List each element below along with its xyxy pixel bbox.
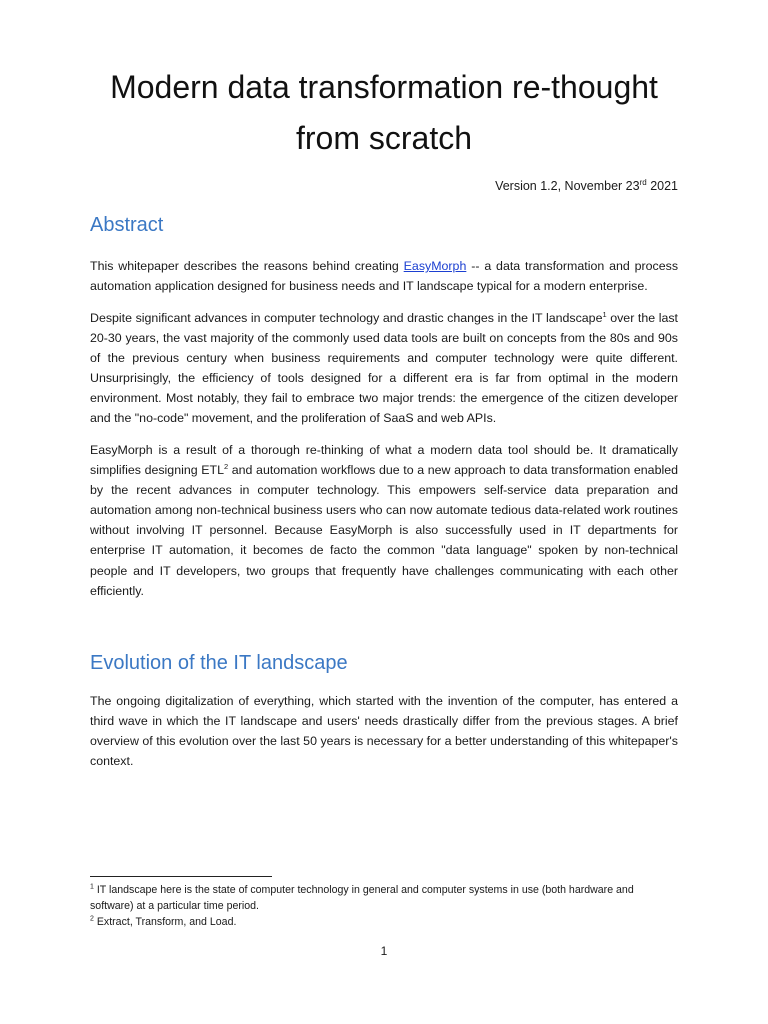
- version-prefix: Version 1.2, November 23: [495, 179, 640, 193]
- abstract-p2-text-after: over the last 20-30 years, the vast majority of the commonly used data tools are built on concepts from the 80s and 90s of the previous century when business requirements and computer technology were quite different. Unsurprisingly, the efficiency of tools designed for a different era is far from optimal in the modern environment. Most notably, they fail to embrace two major trends: the emergence of the citizen developer and the "no-code" movement, and the proliferation of SaaS and web APIs.: [90, 311, 678, 426]
- abstract-p3-text-after: and automation workflows due to a new approach to data transformation enabled by the recent advances in computer technology. This empowers self-service data preparation and automation among non-technical business users who can now automate tedious data-related work routines without involving IT personnel. Because EasyMorph is also successfully used in IT departments for enterprise IT automation, it becomes de facto the common "data language" spoken by non-technical people and IT developers, two groups that frequently have challenges communicating with each other efficiently.: [90, 463, 678, 598]
- footnote-separator: [90, 876, 272, 877]
- evolution-paragraph-1: The ongoing digitalization of everything, which started with the invention of the computer, has entered a third wave in which the IT landscape and users' needs drastically differ from the previous stages. A brief overview of this evolution over the last 50 years is necessary for a better understanding of this whitepaper's context.: [90, 694, 678, 769]
- title-line-1: Modern data transformation re-thought: [110, 69, 658, 105]
- abstract-heading: Abstract: [90, 214, 164, 236]
- page-title: [60, 62, 708, 164]
- footnote-ref-2[interactable]: 2: [223, 461, 229, 471]
- footnote-2-mark: 2: [90, 915, 94, 923]
- footnote-2: [90, 914, 678, 930]
- page-number: 1: [380, 944, 388, 958]
- footnote-ref-1[interactable]: 1: [602, 309, 607, 319]
- version-line: [495, 178, 678, 194]
- easymorph-link[interactable]: EasyMorph: [403, 259, 467, 273]
- version-date-suffix: rd: [639, 177, 647, 187]
- version-year: 2021: [646, 179, 678, 193]
- footnote-1-text: IT landscape here is the state of computer technology in general and computer systems in use (both hardware and software) at a particular time period.: [90, 884, 634, 912]
- abstract-paragraph-3: [90, 440, 678, 601]
- abstract-paragraph-1: [90, 256, 678, 296]
- abstract-p2-text-before: Despite significant advances in computer technology and drastic changes in the IT landscape: [90, 311, 603, 325]
- footnote-1-mark: 1: [90, 883, 94, 891]
- abstract-paragraph-2: [90, 308, 678, 429]
- abstract-p1-text-before: This whitepaper describes the reasons behind creating: [90, 259, 404, 273]
- abstract-p3-text-before: EasyMorph is a result of a thorough re-thinking of what a modern data tool should be. It dramatically simplifies designing ETL: [90, 443, 678, 478]
- title-line-2: from scratch: [295, 120, 473, 156]
- footnote-2-text: Extract, Transform, and Load.: [93, 916, 237, 928]
- evolution-heading: Evolution of the IT landscape: [90, 652, 348, 674]
- abstract-p1-text-after: -- a data transformation and process automation application designed for business needs and IT landscape typical for a modern enterprise.: [90, 259, 679, 294]
- footnote-1: [90, 882, 678, 914]
